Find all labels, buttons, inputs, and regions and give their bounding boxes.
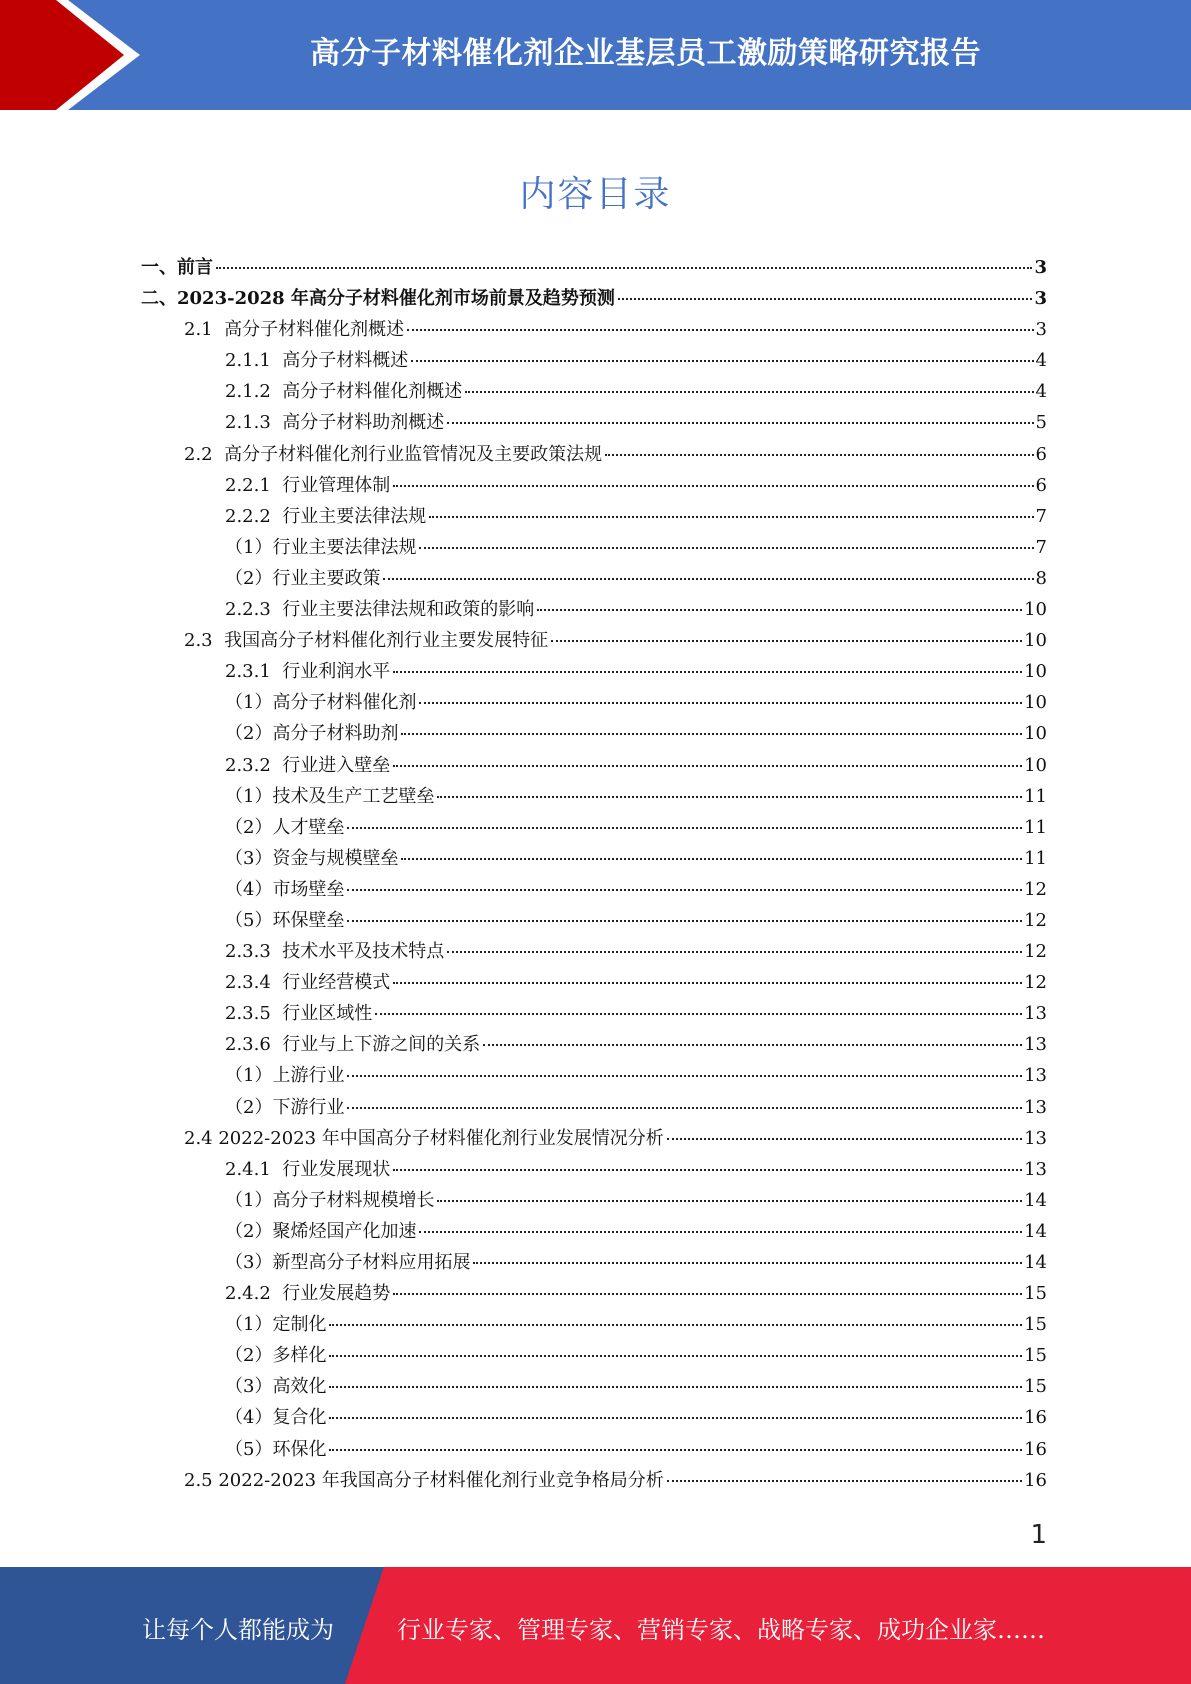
footer-slogan-right: 行业专家、管理专家、营销专家、战略专家、成功企业家…… <box>397 1616 1045 1644</box>
toc-entry[interactable] <box>141 1466 1047 1497</box>
toc-entry-title: 行业发展现状 <box>282 1158 391 1180</box>
toc-entry-number: （1） <box>225 1189 273 1211</box>
toc-entry[interactable] <box>141 1124 1047 1155</box>
toc-entry-page: 15 <box>1024 1314 1047 1336</box>
toc-entry-title: 2022-2023 年中国高分子材料催化剂行业发展情况分析 <box>218 1127 664 1149</box>
toc-entry-number: （2） <box>225 723 273 745</box>
toc-entry-number: 2.1 <box>184 319 225 341</box>
toc-dot-leader <box>393 764 1022 767</box>
toc-entry-number: 2.3.2 <box>225 754 283 776</box>
toc-entry[interactable] <box>141 906 1047 937</box>
header-band <box>0 0 1191 110</box>
toc-entry-title: 高分子材料催化剂 <box>272 692 417 714</box>
toc-dot-leader <box>329 1385 1022 1388</box>
toc-dot-leader <box>401 857 1022 860</box>
toc-entry[interactable] <box>141 968 1047 999</box>
toc-entry-number: （2） <box>225 1096 273 1118</box>
toc-entry-page: 15 <box>1024 1376 1047 1398</box>
toc-entry[interactable] <box>141 688 1047 719</box>
toc-entry-number: 2.4 <box>184 1127 219 1149</box>
toc-entry-title: 定制化 <box>272 1314 327 1336</box>
toc-entry[interactable] <box>141 1061 1047 1092</box>
toc-entry-title: 多样化 <box>272 1345 327 1367</box>
toc-entry-page: 13 <box>1024 1003 1047 1025</box>
toc-entry-title: 行业与上下游之间的关系 <box>282 1034 481 1056</box>
toc-dot-leader <box>419 701 1022 704</box>
toc-entry-title: 聚烯烃国产化加速 <box>272 1220 417 1242</box>
toc-entry-title: 行业进入壁垒 <box>282 754 391 776</box>
toc-entry[interactable] <box>141 1341 1047 1372</box>
toc-dot-leader <box>551 639 1022 642</box>
toc-dot-leader <box>393 1292 1022 1295</box>
toc-dot-leader <box>667 1479 1022 1482</box>
toc-entry-page: 16 <box>1024 1407 1047 1429</box>
toc-dot-leader <box>347 919 1022 922</box>
toc-entry[interactable] <box>141 1093 1047 1124</box>
toc-entry-number: （5） <box>225 1438 273 1460</box>
toc-entry-number: 2.3.5 <box>225 1003 283 1025</box>
toc-entry[interactable] <box>141 875 1047 906</box>
toc-entry-title: 资金与规模壁垒 <box>272 847 399 869</box>
toc-dot-leader <box>411 359 1033 362</box>
toc-dot-leader <box>437 795 1022 798</box>
toc-entry-page: 13 <box>1024 1096 1047 1118</box>
toc-entry-page: 12 <box>1024 878 1047 900</box>
toc-entry-page: 10 <box>1024 599 1047 621</box>
toc-entry-number: 2.3.3 <box>225 941 283 963</box>
toc-entry-title: 技术及生产工艺壁垒 <box>272 785 435 807</box>
toc-entry[interactable] <box>141 1403 1047 1434</box>
toc-entry-number: （1） <box>225 1065 273 1087</box>
toc-dot-leader <box>618 297 1033 300</box>
toc-dot-leader <box>537 608 1022 611</box>
toc-entry-page: 16 <box>1024 1469 1047 1491</box>
toc-entry-title: 高分子材料助剂概述 <box>282 412 445 434</box>
toc-entry-page: 5 <box>1035 412 1047 434</box>
toc-entry-number: 2.3 <box>184 630 225 652</box>
toc-entry-page: 6 <box>1035 443 1047 465</box>
toc-entry-title: 前言 <box>177 257 213 278</box>
toc-entry-page: 12 <box>1024 972 1047 994</box>
toc-entry-number: 2.2.3 <box>225 599 283 621</box>
toc-entry[interactable] <box>141 533 1047 564</box>
toc-entry[interactable] <box>141 1435 1047 1466</box>
toc-entry[interactable] <box>141 1279 1047 1310</box>
toc-entry-page: 11 <box>1024 847 1047 869</box>
toc-entry[interactable] <box>141 937 1047 968</box>
toc-dot-leader <box>375 1012 1022 1015</box>
toc-entry-number: 2.4.2 <box>225 1283 283 1305</box>
footer-slogan-left: 让每个人都能成为 <box>142 1616 334 1644</box>
toc-entry[interactable] <box>141 502 1047 533</box>
toc-entry[interactable] <box>141 813 1047 844</box>
toc-dot-leader <box>447 421 1033 424</box>
toc-entry-number: 2.3.4 <box>225 972 283 994</box>
toc-entry-page: 10 <box>1024 661 1047 683</box>
toc-entry[interactable] <box>141 595 1047 626</box>
toc-entry-number: （3） <box>225 847 273 869</box>
toc-dot-leader <box>419 1230 1022 1233</box>
toc-dot-leader <box>329 1448 1022 1451</box>
toc-dot-leader <box>393 670 1022 673</box>
toc-dot-leader <box>437 1199 1022 1202</box>
toc-entry-number: 2.2 <box>184 443 225 465</box>
toc-entry-title: 我国高分子材料催化剂行业主要发展特征 <box>224 630 549 652</box>
toc-entry[interactable] <box>141 751 1047 782</box>
toc-entry[interactable] <box>141 1248 1047 1279</box>
toc-entry[interactable] <box>141 657 1047 688</box>
toc-entry-page: 4 <box>1035 381 1047 403</box>
toc-entry-number: 2.1.3 <box>225 412 283 434</box>
toc-entry-title: 行业利润水平 <box>282 661 391 683</box>
toc-entry-page: 10 <box>1024 630 1047 652</box>
toc-entry-page: 14 <box>1024 1252 1047 1273</box>
toc-entry-number: 2.3.1 <box>225 661 283 683</box>
toc-entry[interactable] <box>141 346 1047 377</box>
toc-entry-number: （1） <box>225 785 273 807</box>
toc-entry[interactable] <box>141 626 1047 657</box>
toc-entry-title: 高分子材料助剂 <box>272 723 399 745</box>
toc-entry-page: 4 <box>1035 350 1047 372</box>
toc-dot-leader <box>419 546 1033 549</box>
toc-entry-page: 15 <box>1024 1345 1047 1367</box>
toc-entry-page: 3 <box>1034 257 1047 278</box>
toc-entry-page: 3 <box>1034 288 1047 310</box>
toc-entry-page: 12 <box>1024 909 1047 931</box>
toc-entry-number: （2） <box>225 1345 273 1367</box>
toc-entry-page: 6 <box>1035 474 1047 496</box>
toc-entry-page: 13 <box>1024 1065 1047 1087</box>
toc-entry[interactable] <box>141 440 1047 471</box>
toc-entry-page: 13 <box>1024 1158 1047 1180</box>
toc-entry[interactable] <box>141 1217 1047 1248</box>
toc-entry-page: 13 <box>1024 1034 1047 1056</box>
toc-entry-title: 行业主要法律法规 <box>282 505 427 527</box>
toc-entry[interactable] <box>141 377 1047 408</box>
toc-dot-leader <box>429 515 1033 518</box>
toc-dot-leader <box>329 1354 1022 1357</box>
toc-dot-leader <box>329 1416 1022 1419</box>
toc-dot-leader <box>347 826 1022 829</box>
toc-entry-title: 新型高分子材料应用拓展 <box>272 1252 471 1273</box>
toc-entry-page: 13 <box>1024 1127 1047 1149</box>
toc-entry-number: （1） <box>225 536 273 558</box>
toc-entry-page: 16 <box>1024 1438 1047 1460</box>
toc-entry-number: 2.1.2 <box>225 381 283 403</box>
toc-entry-title: 行业经营模式 <box>282 972 391 994</box>
toc-dot-leader <box>605 453 1033 456</box>
toc-dot-leader <box>347 888 1022 891</box>
toc-entry[interactable] <box>141 782 1047 813</box>
page-number: 1 <box>1030 1520 1047 1550</box>
toc-dot-leader <box>393 484 1033 487</box>
toc-entry-page: 3 <box>1035 319 1047 341</box>
toc-entry-title: 上游行业 <box>272 1065 345 1087</box>
toc-entry-number: 2.1.1 <box>225 350 283 372</box>
toc-entry-number: （4） <box>225 878 273 900</box>
toc-dot-leader <box>347 1106 1022 1109</box>
toc-dot-leader <box>667 1137 1022 1140</box>
toc-entry-number: （1） <box>225 692 273 714</box>
toc-entry-number: 2.4.1 <box>225 1158 283 1180</box>
table-of-contents <box>141 253 1047 1497</box>
toc-dot-leader <box>347 1074 1022 1077</box>
toc-entry-title: 行业主要法律法规和政策的影响 <box>282 599 535 621</box>
toc-entry-title: 市场壁垒 <box>272 878 345 900</box>
toc-dot-leader <box>473 1261 1022 1264</box>
toc-dot-leader <box>393 1168 1022 1171</box>
toc-entry-page: 15 <box>1024 1283 1047 1305</box>
toc-entry[interactable] <box>141 1310 1047 1341</box>
footer-band <box>0 1567 1191 1684</box>
toc-entry[interactable] <box>141 1372 1047 1403</box>
toc-entry-number: 2.2.1 <box>225 474 283 496</box>
toc-entry[interactable] <box>141 564 1047 595</box>
toc-dot-leader <box>407 328 1033 331</box>
toc-entry[interactable] <box>141 315 1047 346</box>
toc-heading: 内容目录 <box>519 174 672 215</box>
toc-entry[interactable] <box>141 1030 1047 1061</box>
toc-entry[interactable] <box>141 408 1047 439</box>
toc-entry-title: 环保化 <box>272 1438 327 1460</box>
toc-entry-title: 下游行业 <box>272 1096 345 1118</box>
toc-entry-title: 高分子材料概述 <box>282 350 409 372</box>
toc-entry[interactable] <box>141 999 1047 1030</box>
toc-entry-page: 10 <box>1024 723 1047 745</box>
toc-entry-title: 高分子材料规模增长 <box>272 1189 435 1211</box>
toc-entry-page: 8 <box>1035 567 1047 589</box>
toc-entry-number: 2.5 <box>184 1469 219 1491</box>
toc-entry-title: 行业主要法律法规 <box>272 536 417 558</box>
toc-entry-title: 2023-2028 年高分子材料催化剂市场前景及趋势预测 <box>177 288 615 310</box>
toc-entry[interactable] <box>141 471 1047 502</box>
toc-entry-title: 行业管理体制 <box>282 474 391 496</box>
toc-entry-title: 高分子材料催化剂行业监管情况及主要政策法规 <box>224 443 603 465</box>
toc-entry-title: 技术水平及技术特点 <box>282 941 445 963</box>
toc-entry-title: 复合化 <box>272 1407 327 1429</box>
toc-entry-title: 高分子材料催化剂概述 <box>224 319 405 341</box>
toc-dot-leader <box>465 390 1033 393</box>
toc-dot-leader <box>393 981 1022 984</box>
toc-dot-leader <box>483 1043 1022 1046</box>
header-arrow-decoration <box>0 0 160 110</box>
toc-entry-page: 11 <box>1024 785 1047 807</box>
toc-entry[interactable] <box>141 844 1047 875</box>
toc-entry-number: （2） <box>225 567 273 589</box>
toc-entry-page: 14 <box>1024 1220 1047 1242</box>
toc-entry-title: 行业发展趋势 <box>282 1283 391 1305</box>
toc-entry-number: （1） <box>225 1314 273 1336</box>
toc-entry-number: （2） <box>225 1220 273 1242</box>
toc-entry-number: （5） <box>225 909 273 931</box>
toc-entry[interactable] <box>141 284 1047 315</box>
toc-entry[interactable] <box>141 719 1047 750</box>
toc-dot-leader <box>401 732 1022 735</box>
toc-entry-page: 7 <box>1035 536 1047 558</box>
toc-entry-number: （4） <box>225 1407 273 1429</box>
toc-entry-number: （3） <box>225 1376 273 1398</box>
toc-entry-title: 人才壁垒 <box>272 816 345 838</box>
toc-entry-page: 7 <box>1035 505 1047 527</box>
toc-entry-title: 2022-2023 年我国高分子材料催化剂行业竞争格局分析 <box>218 1469 664 1491</box>
report-title: 高分子材料催化剂企业基层员工激励策略研究报告 <box>310 36 981 71</box>
toc-entry[interactable] <box>141 253 1047 284</box>
toc-entry-number: （3） <box>225 1252 273 1273</box>
toc-entry-page: 10 <box>1024 754 1047 776</box>
toc-entry-title: 环保壁垒 <box>272 909 345 931</box>
toc-dot-leader <box>447 950 1022 953</box>
toc-entry-number: 2.3.6 <box>225 1034 283 1056</box>
toc-entry-title: 行业区域性 <box>282 1003 373 1025</box>
toc-entry-page: 11 <box>1024 816 1047 838</box>
toc-entry-number: 二、 <box>141 288 177 310</box>
toc-entry-page: 12 <box>1024 941 1047 963</box>
toc-entry-number: 一、 <box>141 257 177 278</box>
toc-entry-title: 高分子材料催化剂概述 <box>282 381 463 403</box>
toc-entry-page: 14 <box>1024 1189 1047 1211</box>
toc-dot-leader <box>216 266 1032 269</box>
toc-entry-number: （2） <box>225 816 273 838</box>
toc-entry-page: 10 <box>1024 692 1047 714</box>
toc-entry-title: 行业主要政策 <box>272 567 381 589</box>
toc-entry-number: 2.2.2 <box>225 505 283 527</box>
toc-dot-leader <box>383 577 1033 580</box>
toc-entry[interactable] <box>141 1186 1047 1217</box>
toc-entry[interactable] <box>141 1155 1047 1186</box>
toc-entry-title: 高效化 <box>272 1376 327 1398</box>
toc-dot-leader <box>329 1323 1022 1326</box>
